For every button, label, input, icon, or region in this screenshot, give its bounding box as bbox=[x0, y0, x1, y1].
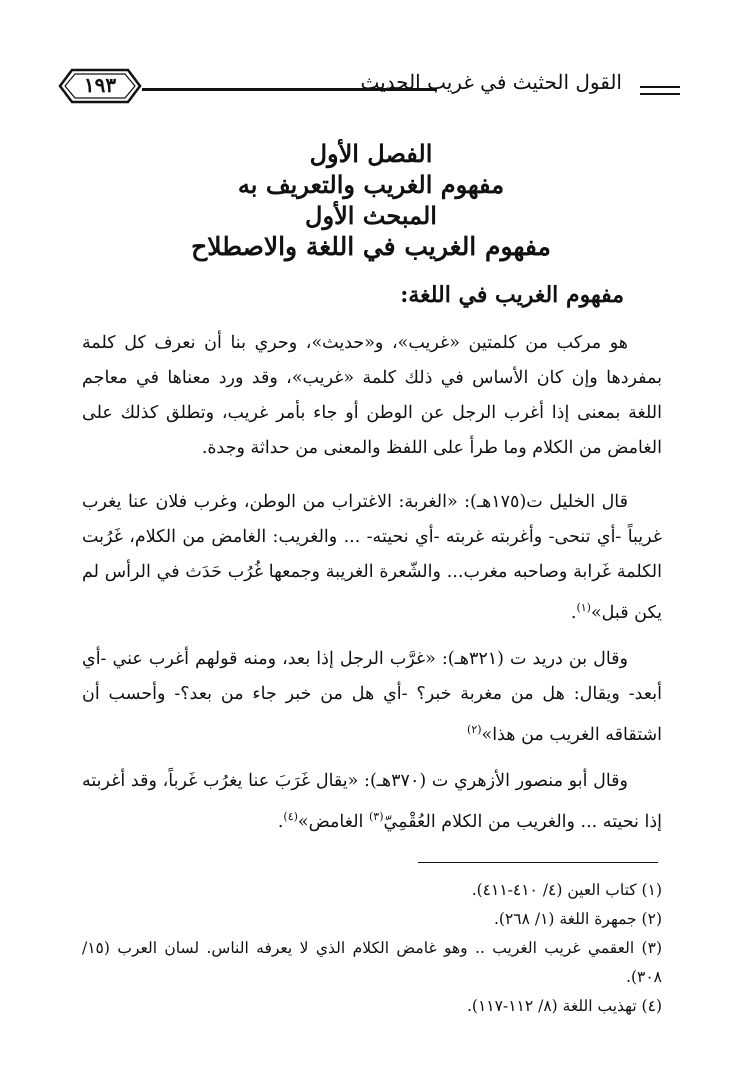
paragraph-4: وقال أبو منصور الأزهري ت (٣٧٠هـ): «يقال غَرَبَ عنا يغرُب غَرباً، وقد أغربته إذا نحيته ... والغريب من الكلام العُقْمِيّ$^{(٣)}$ الغامض»$^{(٤)}$. bbox=[82, 771, 662, 832]
footnote-2: (٢) جمهرة اللغة (١/ ٢٦٨). bbox=[493, 910, 662, 928]
footnote-3: (٣) العقمي غريب الغريب .. وهو غامض الكلام الذي لا يعرفه الناس. لسان العرب (١٥/ ٣٠٨). bbox=[82, 939, 662, 986]
book-title: القول الحثيث في غريب الحديث bbox=[360, 70, 622, 94]
paragraph-4-text: وقال أبو منصور الأزهري ت (٣٧٠هـ): «يقال غَرَبَ عنا يغرُب غَرباً، وقد أغربته إذا نحيته ... والغريب من الكلام العُقْمِيّ bbox=[82, 771, 662, 832]
footnote-ref-1[interactable]: (١) bbox=[576, 601, 591, 614]
footnote-4: (٤) تهذيب اللغة (٨/ ١١٢-١١٧). bbox=[466, 997, 662, 1015]
paragraph-2-text: قال الخليل ت(١٧٥هـ): «الغربة: الاغتراب من الوطن، وغرب فلان عنا يغرب غريباً -أي تنحى- وأغربته غربته -أي نحيته- ... والغريب: الغامض من الكلام، غَرُبت الكلمة غَرابة وصاحبه مغرب... والشّعرة الغريبة وجمعها غُرُب حَدَث في الرأس لم يكن قبل» bbox=[82, 492, 662, 623]
footnote-separator bbox=[418, 862, 658, 863]
paragraph-1-text: هو مركب من كلمتين «غريب»، و«حديث»، وحري بنا أن نعرف كل كلمة بمفردها وإن كان الأساس في ذلك كلمة «غريب»، وقد ورد معناها في معاجم اللغة بمعنى إذا أغرب الرجل عن الوطن أو جاء بأمر غريب، وتطلق كذلك على الغامض من الكلام وما طرأ على اللفظ والمعنى من حداثة وجدة. bbox=[82, 333, 662, 458]
chapter-titles bbox=[80, 138, 662, 262]
paragraph-3 bbox=[82, 642, 662, 753]
footnote-ref-2[interactable]: (٢) bbox=[467, 723, 482, 736]
chapter-title: الفصل الأول bbox=[309, 139, 433, 168]
running-header bbox=[58, 60, 680, 110]
section-subtitle: مفهوم الغريب في اللغة والاصطلاح bbox=[191, 232, 551, 261]
header-dash-ornament bbox=[640, 86, 680, 95]
paragraph-1 bbox=[82, 326, 662, 466]
footnote-ref-4[interactable]: (٤) bbox=[283, 810, 298, 823]
footnotes bbox=[82, 876, 662, 1021]
section-title: المبحث الأول bbox=[305, 201, 437, 230]
page-number: ١٩٣ bbox=[83, 73, 117, 97]
subheading: مفهوم الغريب في اللغة: bbox=[400, 282, 624, 308]
paragraph-3-text: وقال بن دريد ت (٣٢١هـ): «غرَّب الرجل إذا بعد، ومنه قولهم أغرب عني -أي أبعد- ويقال: هل من مغربة خبر؟ -أي هل من خبر جاء من بعد؟- وأحسب أن اشتقاقه الغريب من هذا» bbox=[82, 649, 662, 745]
chapter-subtitle: مفهوم الغريب والتعريف به bbox=[237, 170, 505, 199]
paragraph-4-tail: الغامض» bbox=[297, 811, 369, 832]
footnote-1: (١) كتاب العين (٤/ ٤١٠-٤١١). bbox=[471, 881, 662, 899]
page-number-badge bbox=[58, 66, 142, 106]
footnote-ref-3[interactable]: (٣) bbox=[368, 810, 384, 823]
paragraph-2: قال الخليل ت(١٧٥هـ): «الغربة: الاغتراب من الوطن، وغرب فلان عنا يغرب غريباً -أي تنحى- وأغربته غربته -أي نحيته- ... والغريب: الغامض من الكلام، غَرُبت الكلمة غَرابة وصاحبه مغرب... والشّعرة الغريبة وجمعها غُرُب حَدَث في الرأس لم يكن قبل»$^{(١)}$. bbox=[82, 492, 662, 623]
